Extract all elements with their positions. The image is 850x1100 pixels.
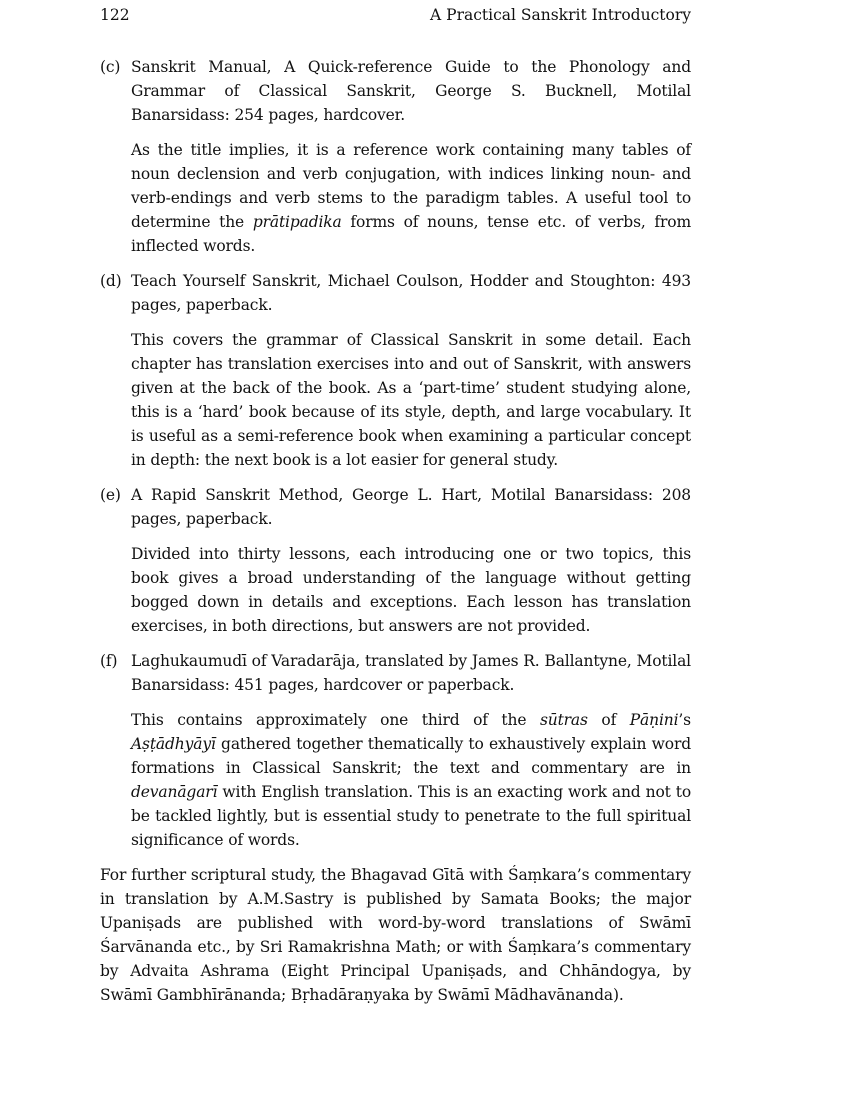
entry-citation: Sanskrit Manual, A Quick-reference Guide to the Phonology and Grammar of Classical Sanskrit, George S. Bucknell, Motilal Banarsidass: 254 pages, hardcover.: [131, 58, 691, 124]
bibliography-entry-d: [100, 269, 691, 472]
running-title: A Practical Sanskrit Introductory: [430, 6, 691, 24]
entry-description: Divided into thirty lessons, each introducing one or two topics, this book gives a broad understanding of the language without getting bogged down in details and exceptions. Each lesson has translation exercises, in both directions, but answers are not provided.: [131, 545, 691, 635]
entry-citation: Teach Yourself Sanskrit, Michael Coulson, Hodder and Stoughton: 493 pages, paperback.: [131, 272, 691, 314]
page-body: [100, 55, 691, 1007]
entry-description: This contains approximately one third of the sūtras of Pāṇini’s Aṣṭādhyāyī gathered together thematically to exhaustively explain word formations in Classical Sanskrit; the text and commentary are in devanāgarī with English translation. This is an exacting work and not to be tackled lightly, but is essential study to penetrate to the full spiritual significance of words.: [131, 711, 691, 849]
entry-label: (c): [100, 58, 121, 76]
italic-term: Aṣṭādhyāyī: [131, 735, 216, 753]
entry-description: As the title implies, it is a reference work containing many tables of noun declension and verb conjugation, with indices linking noun- and verb-endings and verb stems to the paradigm tables. A useful tool to determine the prātipadika forms of nouns, tense etc. of verbs, from inflected words.: [131, 141, 692, 255]
entry-label: (e): [100, 486, 121, 504]
entry-citation: A Rapid Sanskrit Method, George L. Hart, Motilal Banarsidass: 208 pages, paperback.: [131, 486, 691, 528]
entry-description: This covers the grammar of Classical Sanskrit in some detail. Each chapter has translation exercises into and out of Sanskrit, with answers given at the back of the book. As a ‘part-time’ student studying alone, this is a ‘hard’ book because of its style, depth, and large vocabulary. It is useful as a semi-reference book when examining a particular concept in depth: the next book is a lot easier for general study.: [131, 331, 691, 469]
closing-paragraph: For further scriptural study, the Bhagavad Gītā with Śaṃkara’s commentary in translation by A.M.Sastry is published by Samata Books; the major Upaniṣads are published with word-by-word translations of Swāmī Śarvānanda etc., by Sri Ramakrishna Math; or with Śaṃkara’s commentary by Advaita Ashrama (Eight Principal Upaniṣads, and Chhāndogya, by Swāmī Gambhīrānanda; Bṛhadāraṇyaka by Swāmī Mādhavānanda).: [100, 866, 691, 1004]
bibliography-entry-e: [100, 483, 691, 638]
page-number: 122: [100, 6, 130, 24]
italic-term: prātipadika: [252, 213, 342, 231]
entry-citation: Laghukaumudī of Varadarāja, translated by James R. Ballantyne, Motilal Banarsidass: 451 pages, hardcover or paperback.: [131, 652, 691, 694]
bibliography-entry-c: [100, 55, 691, 258]
entry-label: (d): [100, 272, 122, 290]
running-head: [100, 6, 691, 26]
entry-label: (f): [100, 652, 118, 670]
italic-term: Pāṇini: [629, 711, 679, 729]
italic-term: devanāgarī: [131, 783, 218, 801]
bibliography-entry-f: [100, 649, 691, 852]
italic-term: sūtras: [539, 711, 588, 729]
